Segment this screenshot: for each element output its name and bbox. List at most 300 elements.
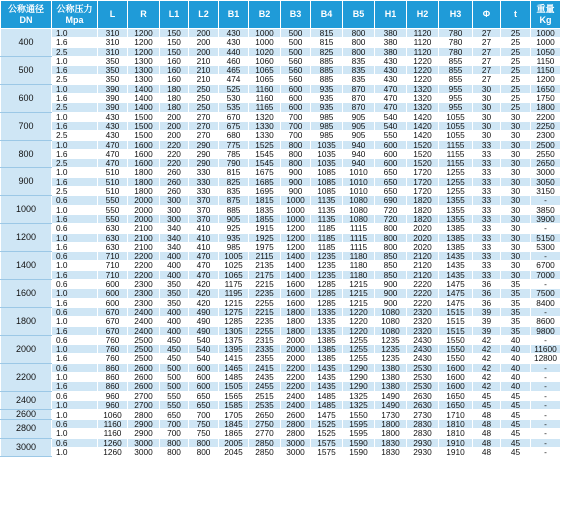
value-cell: 30 bbox=[501, 140, 531, 149]
value-cell: 1000 bbox=[249, 38, 281, 47]
value-cell: 800 bbox=[343, 47, 375, 56]
value-cell: 2100 bbox=[128, 224, 160, 233]
value-cell: 410 bbox=[189, 242, 219, 251]
weight-cell: 2650 bbox=[531, 159, 561, 168]
value-cell: 465 bbox=[219, 66, 249, 75]
weight-cell: 8400 bbox=[531, 298, 561, 307]
value-cell: 1215 bbox=[219, 298, 249, 307]
value-cell: 27 bbox=[473, 38, 501, 47]
value-cell: 540 bbox=[189, 345, 219, 354]
value-cell: 330 bbox=[189, 168, 219, 177]
value-cell: 835 bbox=[343, 56, 375, 65]
value-cell: 2930 bbox=[407, 448, 439, 457]
table-row bbox=[1, 289, 561, 298]
value-cell: 1080 bbox=[343, 196, 375, 205]
value-cell: 1910 bbox=[439, 448, 473, 457]
value-cell: 1830 bbox=[375, 438, 407, 447]
value-cell: 1820 bbox=[407, 214, 439, 223]
value-cell: 1080 bbox=[375, 317, 407, 326]
value-cell: 1820 bbox=[407, 205, 439, 214]
value-cell: 350 bbox=[98, 56, 128, 65]
value-cell: 430 bbox=[219, 38, 249, 47]
value-cell: 2045 bbox=[219, 448, 249, 457]
pressure-cell: 0.6 bbox=[52, 280, 98, 289]
value-cell: 27 bbox=[473, 29, 501, 38]
value-cell: 800 bbox=[375, 224, 407, 233]
value-cell: 1080 bbox=[375, 307, 407, 316]
value-cell: 700 bbox=[281, 121, 311, 130]
value-cell: 30 bbox=[473, 131, 501, 140]
table-row bbox=[1, 354, 561, 363]
value-cell: 27 bbox=[473, 56, 501, 65]
value-cell: 1290 bbox=[343, 363, 375, 372]
value-cell: 2600 bbox=[128, 382, 160, 391]
value-cell: 27 bbox=[473, 47, 501, 56]
value-cell: 220 bbox=[160, 149, 189, 158]
value-cell: 2005 bbox=[219, 438, 249, 447]
value-cell: 2335 bbox=[249, 345, 281, 354]
value-cell: 380 bbox=[375, 29, 407, 38]
value-cell: 560 bbox=[281, 66, 311, 75]
value-cell: 1515 bbox=[439, 317, 473, 326]
value-cell: 200 bbox=[160, 121, 189, 130]
value-cell: 430 bbox=[219, 29, 249, 38]
value-cell: 1490 bbox=[375, 400, 407, 409]
value-cell: 530 bbox=[219, 94, 249, 103]
value-cell: 1835 bbox=[249, 205, 281, 214]
value-cell: 510 bbox=[98, 168, 128, 177]
value-cell: 510 bbox=[98, 177, 128, 186]
value-cell: 860 bbox=[98, 363, 128, 372]
value-cell: 430 bbox=[98, 131, 128, 140]
weight-cell: 3900 bbox=[531, 214, 561, 223]
value-cell: 1260 bbox=[98, 448, 128, 457]
value-cell: 350 bbox=[98, 66, 128, 75]
value-cell: 1380 bbox=[375, 382, 407, 391]
value-cell: 430 bbox=[375, 75, 407, 84]
value-cell: 400 bbox=[160, 270, 189, 279]
pressure-cell: 0.6 bbox=[52, 252, 98, 261]
weight-cell: - bbox=[531, 224, 561, 233]
value-cell: 885 bbox=[311, 66, 343, 75]
value-cell: 1025 bbox=[219, 261, 249, 270]
pressure-cell: 1.6 bbox=[52, 382, 98, 391]
header-col: H1 bbox=[375, 1, 407, 29]
table-row bbox=[1, 317, 561, 326]
value-cell: 1500 bbox=[128, 121, 160, 130]
value-cell: 550 bbox=[160, 400, 189, 409]
value-cell: 30 bbox=[501, 112, 531, 121]
value-cell: 785 bbox=[219, 149, 249, 158]
value-cell: 1385 bbox=[439, 233, 473, 242]
weight-cell: - bbox=[531, 400, 561, 409]
value-cell: 1820 bbox=[407, 196, 439, 205]
value-cell: 2355 bbox=[249, 354, 281, 363]
value-cell: 1255 bbox=[343, 354, 375, 363]
value-cell: 2000 bbox=[281, 354, 311, 363]
weight-cell: - bbox=[531, 429, 561, 438]
weight-cell: 9800 bbox=[531, 326, 561, 335]
value-cell: 2430 bbox=[407, 335, 439, 344]
value-cell: 900 bbox=[281, 168, 311, 177]
value-cell: 2900 bbox=[128, 429, 160, 438]
pressure-cell: 1.0 bbox=[52, 345, 98, 354]
value-cell: 1220 bbox=[343, 326, 375, 335]
value-cell: 30 bbox=[501, 159, 531, 168]
value-cell: 30 bbox=[501, 224, 531, 233]
value-cell: 490 bbox=[189, 307, 219, 316]
value-cell: 1575 bbox=[311, 448, 343, 457]
table-row bbox=[1, 149, 561, 158]
value-cell: 1220 bbox=[343, 307, 375, 316]
value-cell: 600 bbox=[189, 382, 219, 391]
value-cell: 1160 bbox=[98, 420, 128, 429]
value-cell: 39 bbox=[473, 317, 501, 326]
value-cell: 600 bbox=[281, 94, 311, 103]
value-cell: 1485 bbox=[311, 400, 343, 409]
weight-cell: 1000 bbox=[531, 29, 561, 38]
value-cell: 430 bbox=[375, 66, 407, 75]
weight-cell: - bbox=[531, 410, 561, 420]
header-col: t bbox=[501, 1, 531, 29]
value-cell: 370 bbox=[189, 196, 219, 205]
value-cell: 905 bbox=[343, 131, 375, 140]
value-cell: 1475 bbox=[311, 410, 343, 420]
value-cell: 400 bbox=[160, 261, 189, 270]
weight-cell: 11600 bbox=[531, 345, 561, 354]
value-cell: 1135 bbox=[311, 196, 343, 205]
value-cell: 33 bbox=[473, 159, 501, 168]
value-cell: 2255 bbox=[249, 298, 281, 307]
value-cell: 780 bbox=[439, 29, 473, 38]
pressure-cell: 1.6 bbox=[52, 121, 98, 130]
pressure-cell: 0.6 bbox=[52, 438, 98, 447]
value-cell: 2315 bbox=[249, 335, 281, 344]
value-cell: 780 bbox=[439, 38, 473, 47]
value-cell: 1235 bbox=[375, 335, 407, 344]
pressure-cell: 2.5 bbox=[52, 131, 98, 140]
value-cell: 470 bbox=[98, 149, 128, 158]
value-cell: 1035 bbox=[311, 149, 343, 158]
value-cell: 470 bbox=[98, 140, 128, 149]
value-cell: 1595 bbox=[343, 420, 375, 429]
value-cell: 1285 bbox=[219, 317, 249, 326]
value-cell: 800 bbox=[189, 438, 219, 447]
value-cell: 1500 bbox=[128, 112, 160, 121]
value-cell: 1085 bbox=[311, 168, 343, 177]
weight-cell: 1750 bbox=[531, 94, 561, 103]
value-cell: 2900 bbox=[128, 420, 160, 429]
value-cell: 650 bbox=[375, 187, 407, 196]
value-cell: 48 bbox=[473, 429, 501, 438]
table-row bbox=[1, 429, 561, 438]
weight-cell: 1150 bbox=[531, 56, 561, 65]
value-cell: 1720 bbox=[407, 168, 439, 177]
value-cell: 1330 bbox=[249, 131, 281, 140]
value-cell: 1490 bbox=[375, 391, 407, 400]
value-cell: 220 bbox=[160, 159, 189, 168]
value-cell: 1135 bbox=[311, 205, 343, 214]
value-cell: 835 bbox=[219, 187, 249, 196]
dn-cell: 700 bbox=[1, 112, 52, 140]
value-cell: 1505 bbox=[219, 382, 249, 391]
value-cell: 180 bbox=[160, 103, 189, 112]
value-cell: 420 bbox=[189, 289, 219, 298]
value-cell: 40 bbox=[501, 363, 531, 372]
header-weight-unit: Kg bbox=[539, 14, 552, 25]
table-row bbox=[1, 84, 561, 93]
header-col: L2 bbox=[189, 1, 219, 29]
value-cell: 36 bbox=[473, 298, 501, 307]
value-cell: 2200 bbox=[128, 261, 160, 270]
value-cell: 40 bbox=[501, 372, 531, 381]
value-cell: 800 bbox=[375, 233, 407, 242]
value-cell: 1235 bbox=[311, 252, 343, 261]
value-cell: 1085 bbox=[311, 177, 343, 186]
value-cell: 1080 bbox=[343, 205, 375, 214]
value-cell: 1000 bbox=[281, 196, 311, 205]
header-dn-label: 公称通径 bbox=[7, 3, 44, 14]
value-cell: 1285 bbox=[311, 289, 343, 298]
value-cell: 42 bbox=[473, 382, 501, 391]
value-cell: 525 bbox=[219, 84, 249, 93]
value-cell: 470 bbox=[98, 159, 128, 168]
weight-cell: - bbox=[531, 382, 561, 391]
value-cell: 600 bbox=[189, 372, 219, 381]
value-cell: 270 bbox=[189, 131, 219, 140]
pressure-cell: 1.6 bbox=[52, 214, 98, 223]
value-cell: 985 bbox=[219, 242, 249, 251]
table-row bbox=[1, 131, 561, 140]
value-cell: 1845 bbox=[219, 420, 249, 429]
value-cell: 940 bbox=[343, 159, 375, 168]
pressure-cell: 1.0 bbox=[52, 410, 98, 420]
value-cell: 1800 bbox=[281, 307, 311, 316]
value-cell: 535 bbox=[219, 103, 249, 112]
weight-cell: 12800 bbox=[531, 354, 561, 363]
value-cell: 1320 bbox=[407, 103, 439, 112]
value-cell: 750 bbox=[189, 420, 219, 429]
value-cell: 710 bbox=[98, 261, 128, 270]
value-cell: 25 bbox=[501, 84, 531, 93]
value-cell: 2400 bbox=[281, 400, 311, 409]
value-cell: 630 bbox=[98, 242, 128, 251]
weight-cell: - bbox=[531, 391, 561, 400]
value-cell: 550 bbox=[98, 196, 128, 205]
pressure-cell: 0.6 bbox=[52, 420, 98, 429]
value-cell: 2300 bbox=[128, 280, 160, 289]
header-col: L1 bbox=[160, 1, 189, 29]
value-cell: 1730 bbox=[375, 410, 407, 420]
value-cell: 955 bbox=[439, 103, 473, 112]
value-cell: 700 bbox=[281, 131, 311, 140]
table-row bbox=[1, 140, 561, 149]
dn-cell: 2000 bbox=[1, 335, 52, 363]
value-cell: 45 bbox=[501, 448, 531, 457]
value-cell: 450 bbox=[160, 345, 189, 354]
value-cell: 3000 bbox=[128, 438, 160, 447]
pressure-cell: 1.0 bbox=[52, 112, 98, 121]
value-cell: 1220 bbox=[407, 66, 439, 75]
value-cell: 1255 bbox=[439, 187, 473, 196]
value-cell: 1600 bbox=[281, 289, 311, 298]
value-cell: 1055 bbox=[439, 121, 473, 130]
value-cell: 985 bbox=[311, 112, 343, 121]
value-cell: 2455 bbox=[249, 382, 281, 391]
dn-cell: 500 bbox=[1, 56, 52, 84]
value-cell: 760 bbox=[98, 354, 128, 363]
value-cell: 470 bbox=[189, 261, 219, 270]
value-cell: 25 bbox=[501, 103, 531, 112]
value-cell: 33 bbox=[473, 242, 501, 251]
table-row bbox=[1, 168, 561, 177]
value-cell: 500 bbox=[160, 372, 189, 381]
value-cell: 985 bbox=[311, 121, 343, 130]
value-cell: 1065 bbox=[219, 270, 249, 279]
value-cell: 600 bbox=[375, 149, 407, 158]
table-row bbox=[1, 121, 561, 130]
value-cell: 885 bbox=[311, 56, 343, 65]
value-cell: 1260 bbox=[98, 438, 128, 447]
value-cell: 1300 bbox=[128, 66, 160, 75]
dn-cell: 3000 bbox=[1, 438, 52, 457]
value-cell: 540 bbox=[375, 112, 407, 121]
value-cell: 1515 bbox=[439, 326, 473, 335]
table-row bbox=[1, 382, 561, 391]
value-cell: 30 bbox=[501, 242, 531, 251]
value-cell: 800 bbox=[189, 448, 219, 457]
value-cell: 935 bbox=[311, 103, 343, 112]
header-pn-unit: Mpa bbox=[65, 14, 84, 25]
value-cell: 855 bbox=[439, 56, 473, 65]
value-cell: 1000 bbox=[281, 205, 311, 214]
value-cell: 675 bbox=[219, 121, 249, 130]
value-cell: 1550 bbox=[439, 345, 473, 354]
pressure-cell: 1.0 bbox=[52, 233, 98, 242]
value-cell: 48 bbox=[473, 410, 501, 420]
pressure-cell: 1.6 bbox=[52, 326, 98, 335]
value-cell: 330 bbox=[189, 187, 219, 196]
table-body bbox=[1, 29, 561, 457]
weight-cell: 2550 bbox=[531, 149, 561, 158]
value-cell: 2115 bbox=[249, 252, 281, 261]
value-cell: 815 bbox=[219, 168, 249, 177]
value-cell: 870 bbox=[343, 84, 375, 93]
value-cell: 210 bbox=[189, 75, 219, 84]
value-cell: 710 bbox=[98, 252, 128, 261]
value-cell: 1180 bbox=[343, 261, 375, 270]
value-cell: 200 bbox=[189, 29, 219, 38]
pressure-cell: 1.0 bbox=[52, 56, 98, 65]
value-cell: 1155 bbox=[439, 140, 473, 149]
value-cell: 1550 bbox=[439, 335, 473, 344]
value-cell: 45 bbox=[501, 391, 531, 400]
value-cell: 1035 bbox=[311, 159, 343, 168]
value-cell: 3000 bbox=[128, 448, 160, 457]
weight-cell: - bbox=[531, 335, 561, 344]
value-cell: 855 bbox=[439, 66, 473, 75]
value-cell: 1290 bbox=[343, 372, 375, 381]
table-row bbox=[1, 29, 561, 38]
value-cell: 30 bbox=[473, 121, 501, 130]
value-cell: 885 bbox=[219, 205, 249, 214]
value-cell: 500 bbox=[160, 382, 189, 391]
value-cell: 33 bbox=[473, 261, 501, 270]
value-cell: 1285 bbox=[311, 280, 343, 289]
value-cell: 3000 bbox=[281, 448, 311, 457]
value-cell: 690 bbox=[375, 196, 407, 205]
value-cell: 1810 bbox=[439, 420, 473, 429]
value-cell: 1465 bbox=[219, 363, 249, 372]
pressure-cell: 1.0 bbox=[52, 448, 98, 457]
dn-cell: 600 bbox=[1, 84, 52, 112]
value-cell: 35 bbox=[501, 326, 531, 335]
value-cell: 850 bbox=[375, 261, 407, 270]
value-cell: 450 bbox=[160, 354, 189, 363]
value-cell: 270 bbox=[189, 121, 219, 130]
value-cell: 300 bbox=[160, 205, 189, 214]
value-cell: 940 bbox=[343, 149, 375, 158]
value-cell: 2320 bbox=[407, 307, 439, 316]
value-cell: 1055 bbox=[439, 112, 473, 121]
value-cell: 200 bbox=[160, 131, 189, 140]
value-cell: 860 bbox=[98, 372, 128, 381]
value-cell: 290 bbox=[189, 149, 219, 158]
value-cell: 800 bbox=[343, 29, 375, 38]
value-cell: 550 bbox=[160, 391, 189, 400]
pressure-cell: 1.0 bbox=[52, 400, 98, 409]
table-row bbox=[1, 242, 561, 251]
value-cell: 30 bbox=[501, 168, 531, 177]
table-row bbox=[1, 252, 561, 261]
value-cell: 2400 bbox=[128, 326, 160, 335]
value-cell: 470 bbox=[375, 84, 407, 93]
value-cell: 25 bbox=[501, 38, 531, 47]
value-cell: 250 bbox=[189, 103, 219, 112]
value-cell: 2850 bbox=[249, 438, 281, 447]
value-cell: 2730 bbox=[407, 410, 439, 420]
value-cell: 1155 bbox=[439, 149, 473, 158]
value-cell: 900 bbox=[281, 177, 311, 186]
value-cell: 42 bbox=[473, 363, 501, 372]
pressure-cell: 1.0 bbox=[52, 289, 98, 298]
table-row bbox=[1, 47, 561, 56]
header-col: L bbox=[98, 1, 128, 29]
value-cell: 30 bbox=[501, 131, 531, 140]
value-cell: 2500 bbox=[128, 354, 160, 363]
value-cell: 1415 bbox=[219, 354, 249, 363]
dn-cell: 1400 bbox=[1, 252, 52, 280]
value-cell: 1255 bbox=[439, 168, 473, 177]
value-cell: 33 bbox=[473, 177, 501, 186]
value-cell: 1160 bbox=[98, 429, 128, 438]
value-cell: 45 bbox=[473, 400, 501, 409]
value-cell: 2020 bbox=[407, 242, 439, 251]
value-cell: 1005 bbox=[219, 252, 249, 261]
value-cell: 200 bbox=[189, 47, 219, 56]
value-cell: 1910 bbox=[439, 438, 473, 447]
value-cell: 1200 bbox=[281, 224, 311, 233]
weight-cell: 1650 bbox=[531, 84, 561, 93]
dn-cell: 2600 bbox=[1, 410, 52, 420]
value-cell: 2400 bbox=[281, 391, 311, 400]
value-cell: 45 bbox=[501, 400, 531, 409]
value-cell: 250 bbox=[189, 94, 219, 103]
value-cell: 1185 bbox=[311, 242, 343, 251]
dn-cell: 1600 bbox=[1, 280, 52, 308]
value-cell: 40 bbox=[501, 354, 531, 363]
value-cell: 905 bbox=[343, 121, 375, 130]
